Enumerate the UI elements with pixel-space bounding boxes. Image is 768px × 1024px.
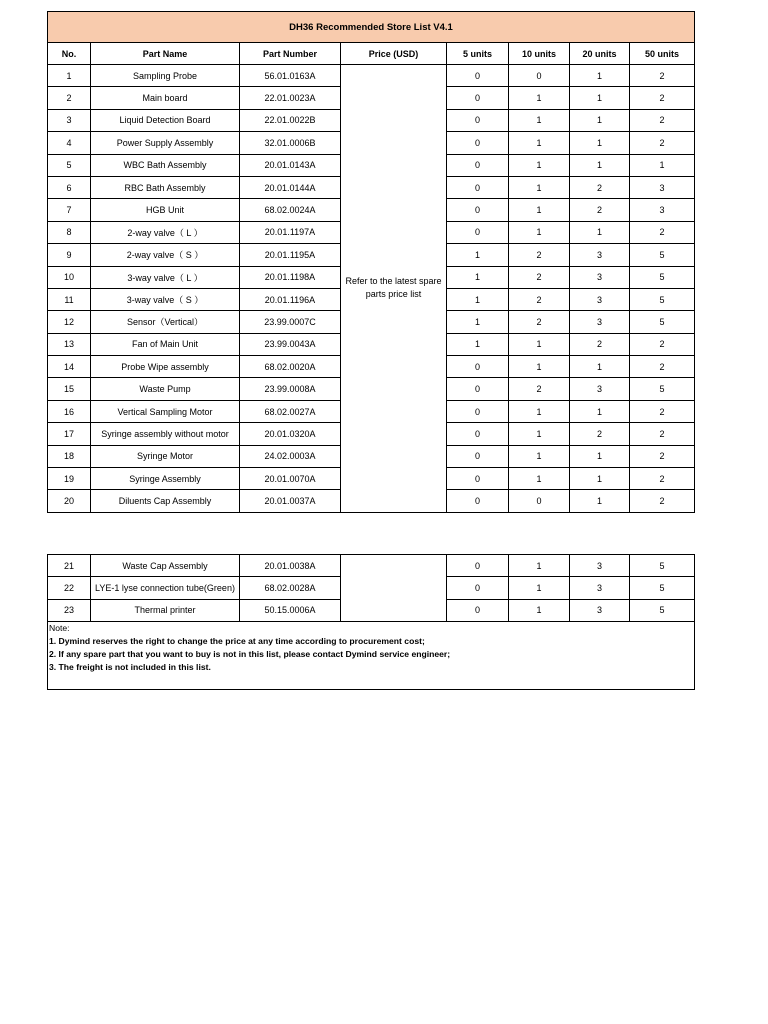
header-no: No. xyxy=(48,43,91,65)
cell-5-units: 0 xyxy=(447,423,509,445)
cell-50-units: 5 xyxy=(630,244,695,266)
cell-50-units: 2 xyxy=(630,468,695,490)
cell-part-number: 20.01.1198A xyxy=(240,266,341,288)
cell-no: 21 xyxy=(48,555,91,577)
cell-part-number: 22.01.0022B xyxy=(240,109,341,131)
cell-50-units: 2 xyxy=(630,490,695,512)
cell-5-units: 0 xyxy=(447,490,509,512)
cell-part-number: 23.99.0008A xyxy=(240,378,341,400)
cell-5-units: 0 xyxy=(447,154,509,176)
cell-part-number: 22.01.0023A xyxy=(240,87,341,109)
cell-20-units: 3 xyxy=(570,555,630,577)
header-20-units: 20 units xyxy=(570,43,630,65)
cell-20-units: 2 xyxy=(570,423,630,445)
cell-part-name: WBC Bath Assembly xyxy=(91,154,240,176)
cell-10-units: 1 xyxy=(509,400,570,422)
cell-20-units: 1 xyxy=(570,468,630,490)
cell-part-number: 50.15.0006A xyxy=(240,599,341,621)
cell-20-units: 1 xyxy=(570,445,630,467)
cell-part-name: Syringe Motor xyxy=(91,445,240,467)
cell-part-name: 2-way valve（ L ） xyxy=(91,221,240,243)
header-part-name: Part Name xyxy=(91,43,240,65)
cell-5-units: 0 xyxy=(447,176,509,198)
cell-part-name: Sampling Probe xyxy=(91,65,240,87)
cell-20-units: 1 xyxy=(570,154,630,176)
cell-part-number: 20.01.0037A xyxy=(240,490,341,512)
cell-10-units: 1 xyxy=(509,199,570,221)
cell-part-name: LYE-1 lyse connection tube(Green) xyxy=(91,577,240,599)
cell-part-name: RBC Bath Assembly xyxy=(91,176,240,198)
cell-50-units: 2 xyxy=(630,109,695,131)
cell-50-units: 2 xyxy=(630,356,695,378)
cell-part-number: 20.01.1196A xyxy=(240,288,341,310)
cell-20-units: 2 xyxy=(570,199,630,221)
cell-part-name: Syringe Assembly xyxy=(91,468,240,490)
cell-part-name: Diluents Cap Assembly xyxy=(91,490,240,512)
cell-10-units: 2 xyxy=(509,311,570,333)
cell-part-name: Fan of Main Unit xyxy=(91,333,240,355)
cell-no: 4 xyxy=(48,132,91,154)
cell-no: 5 xyxy=(48,154,91,176)
header-10-units: 10 units xyxy=(509,43,570,65)
cell-50-units: 5 xyxy=(630,311,695,333)
cell-5-units: 1 xyxy=(447,333,509,355)
cell-50-units: 5 xyxy=(630,266,695,288)
cell-20-units: 1 xyxy=(570,400,630,422)
cell-20-units: 1 xyxy=(570,356,630,378)
cell-no: 1 xyxy=(48,65,91,87)
cell-20-units: 2 xyxy=(570,176,630,198)
note-block xyxy=(48,622,695,690)
cell-no: 7 xyxy=(48,199,91,221)
cell-part-name: Probe Wipe assembly xyxy=(91,356,240,378)
table-body xyxy=(48,65,695,513)
cell-50-units: 2 xyxy=(630,87,695,109)
cell-5-units: 0 xyxy=(447,199,509,221)
cell-5-units: 0 xyxy=(447,87,509,109)
cell-50-units: 5 xyxy=(630,599,695,621)
cell-10-units: 1 xyxy=(509,109,570,131)
cell-no: 19 xyxy=(48,468,91,490)
cell-part-number: 20.01.0038A xyxy=(240,555,341,577)
note-line-2: 2. If any spare part that you want to buy is not in this list, please contact Dymind service engineer; xyxy=(49,649,451,660)
store-list-table xyxy=(47,11,695,513)
cell-10-units: 1 xyxy=(509,599,570,621)
cell-10-units: 1 xyxy=(509,577,570,599)
cell-no: 2 xyxy=(48,87,91,109)
cell-no: 9 xyxy=(48,244,91,266)
cell-20-units: 1 xyxy=(570,65,630,87)
cell-20-units: 3 xyxy=(570,288,630,310)
cell-20-units: 3 xyxy=(570,378,630,400)
cell-10-units: 0 xyxy=(509,65,570,87)
cell-part-name: 3-way valve（ L ） xyxy=(91,266,240,288)
cell-part-name: Power Supply Assembly xyxy=(91,132,240,154)
cell-5-units: 0 xyxy=(447,400,509,422)
cell-5-units: 1 xyxy=(447,244,509,266)
cell-part-name: 2-way valve（ S ） xyxy=(91,244,240,266)
cell-part-name: Sensor（Vertical） xyxy=(91,311,240,333)
note-line-3: 3. The freight is not included in this list. xyxy=(49,662,211,673)
cell-part-name: HGB Unit xyxy=(91,199,240,221)
cell-no: 6 xyxy=(48,176,91,198)
cell-no: 22 xyxy=(48,577,91,599)
table-body-continued xyxy=(48,555,695,622)
cell-part-number: 23.99.0043A xyxy=(240,333,341,355)
cell-10-units: 2 xyxy=(509,378,570,400)
cell-10-units: 0 xyxy=(509,490,570,512)
cell-no: 18 xyxy=(48,445,91,467)
note-row xyxy=(48,622,695,690)
cell-10-units: 2 xyxy=(509,244,570,266)
cell-50-units: 3 xyxy=(630,176,695,198)
cell-20-units: 1 xyxy=(570,132,630,154)
cell-price xyxy=(341,555,447,622)
cell-part-name: Waste Cap Assembly xyxy=(91,555,240,577)
cell-no: 15 xyxy=(48,378,91,400)
cell-50-units: 2 xyxy=(630,221,695,243)
cell-no: 14 xyxy=(48,356,91,378)
cell-5-units: 0 xyxy=(447,378,509,400)
cell-no: 23 xyxy=(48,599,91,621)
cell-part-number: 20.01.0070A xyxy=(240,468,341,490)
cell-50-units: 5 xyxy=(630,288,695,310)
cell-50-units: 5 xyxy=(630,577,695,599)
cell-20-units: 1 xyxy=(570,87,630,109)
cell-10-units: 1 xyxy=(509,333,570,355)
cell-no: 8 xyxy=(48,221,91,243)
cell-part-number: 20.01.0143A xyxy=(240,154,341,176)
cell-5-units: 0 xyxy=(447,65,509,87)
cell-part-number: 68.02.0024A xyxy=(240,199,341,221)
cell-5-units: 0 xyxy=(447,577,509,599)
header-part-number: Part Number xyxy=(240,43,341,65)
cell-10-units: 2 xyxy=(509,288,570,310)
cell-part-number: 20.01.0144A xyxy=(240,176,341,198)
store-list-table-continued xyxy=(47,554,695,690)
table-row xyxy=(48,555,695,577)
header-5-units: 5 units xyxy=(447,43,509,65)
cell-part-name: Syringe assembly without motor xyxy=(91,423,240,445)
cell-20-units: 1 xyxy=(570,109,630,131)
header-price: Price (USD) xyxy=(341,43,447,65)
cell-20-units: 1 xyxy=(570,490,630,512)
cell-10-units: 1 xyxy=(509,154,570,176)
cell-50-units: 5 xyxy=(630,555,695,577)
cell-no: 20 xyxy=(48,490,91,512)
cell-50-units: 5 xyxy=(630,378,695,400)
cell-10-units: 1 xyxy=(509,132,570,154)
cell-price: Refer to the latest spare parts price list xyxy=(341,65,447,513)
cell-5-units: 0 xyxy=(447,555,509,577)
cell-part-number: 23.99.0007C xyxy=(240,311,341,333)
cell-5-units: 0 xyxy=(447,132,509,154)
cell-50-units: 2 xyxy=(630,132,695,154)
cell-20-units: 3 xyxy=(570,244,630,266)
table-title: DH36 Recommended Store List V4.1 xyxy=(48,12,695,43)
cell-20-units: 3 xyxy=(570,311,630,333)
cell-50-units: 2 xyxy=(630,65,695,87)
title-row xyxy=(48,12,695,43)
cell-no: 10 xyxy=(48,266,91,288)
cell-part-number: 68.02.0020A xyxy=(240,356,341,378)
cell-20-units: 3 xyxy=(570,577,630,599)
cell-no: 11 xyxy=(48,288,91,310)
cell-no: 16 xyxy=(48,400,91,422)
cell-no: 12 xyxy=(48,311,91,333)
cell-5-units: 1 xyxy=(447,288,509,310)
cell-5-units: 0 xyxy=(447,356,509,378)
cell-5-units: 0 xyxy=(447,599,509,621)
cell-20-units: 2 xyxy=(570,333,630,355)
cell-10-units: 1 xyxy=(509,423,570,445)
cell-no: 13 xyxy=(48,333,91,355)
cell-5-units: 1 xyxy=(447,311,509,333)
note-line-1: 1. Dymind reserves the right to change the price at any time according to procurement cost; xyxy=(49,636,425,647)
cell-10-units: 1 xyxy=(509,356,570,378)
cell-10-units: 1 xyxy=(509,87,570,109)
cell-part-name: Thermal printer xyxy=(91,599,240,621)
header-50-units: 50 units xyxy=(630,43,695,65)
cell-part-name: Main board xyxy=(91,87,240,109)
cell-50-units: 2 xyxy=(630,400,695,422)
cell-50-units: 1 xyxy=(630,154,695,176)
table-row xyxy=(48,65,695,87)
cell-part-name: Vertical Sampling Motor xyxy=(91,400,240,422)
cell-no: 3 xyxy=(48,109,91,131)
cell-part-number: 20.01.0320A xyxy=(240,423,341,445)
cell-5-units: 0 xyxy=(447,445,509,467)
note-heading: Note: xyxy=(49,623,70,634)
cell-50-units: 2 xyxy=(630,333,695,355)
cell-part-number: 68.02.0027A xyxy=(240,400,341,422)
cell-part-number: 68.02.0028A xyxy=(240,577,341,599)
cell-10-units: 1 xyxy=(509,468,570,490)
cell-5-units: 0 xyxy=(447,221,509,243)
cell-50-units: 2 xyxy=(630,445,695,467)
cell-no: 17 xyxy=(48,423,91,445)
cell-part-name: Liquid Detection Board xyxy=(91,109,240,131)
cell-5-units: 0 xyxy=(447,468,509,490)
cell-50-units: 2 xyxy=(630,423,695,445)
cell-10-units: 1 xyxy=(509,555,570,577)
cell-10-units: 1 xyxy=(509,221,570,243)
cell-20-units: 3 xyxy=(570,599,630,621)
cell-20-units: 1 xyxy=(570,221,630,243)
cell-5-units: 0 xyxy=(447,109,509,131)
cell-10-units: 1 xyxy=(509,445,570,467)
cell-5-units: 1 xyxy=(447,266,509,288)
cell-part-number: 20.01.1195A xyxy=(240,244,341,266)
cell-part-number: 20.01.1197A xyxy=(240,221,341,243)
cell-10-units: 1 xyxy=(509,176,570,198)
cell-part-number: 24.02.0003A xyxy=(240,445,341,467)
header-row xyxy=(48,43,695,65)
cell-part-name: Waste Pump xyxy=(91,378,240,400)
cell-part-number: 56.01.0163A xyxy=(240,65,341,87)
cell-20-units: 3 xyxy=(570,266,630,288)
cell-part-name: 3-way valve（ S ） xyxy=(91,288,240,310)
cell-part-number: 32.01.0006B xyxy=(240,132,341,154)
cell-50-units: 3 xyxy=(630,199,695,221)
cell-10-units: 2 xyxy=(509,266,570,288)
